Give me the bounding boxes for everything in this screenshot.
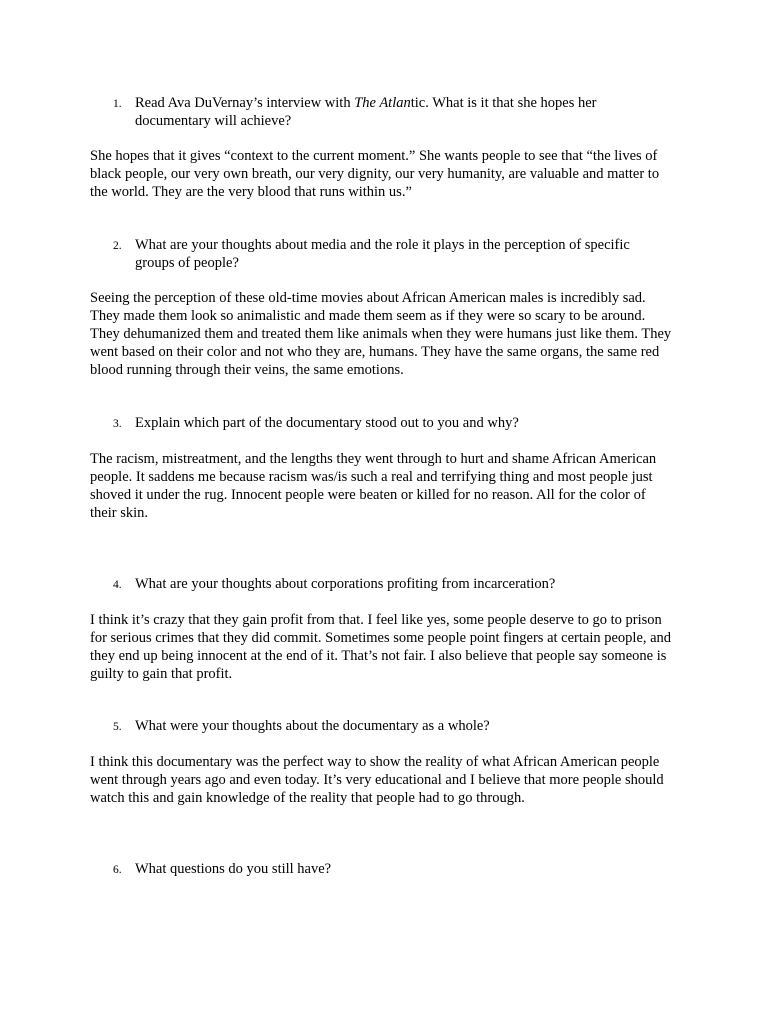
- answer-1: She hopes that it gives “context to the current moment.” She wants people to see that “the lives of black people, our very own breath, our very dignity, our very humanity, are valuable and matter to the world. They are the very blood that runs within us.”: [90, 148, 660, 200]
- question-number: 1.: [113, 98, 122, 110]
- answer-3: The racism, mistreatment, and the lengths they went through to hurt and shame African American people. It saddens me because racism was/is such a real and terrifying thing and most people just shoved it under the rug. Innocent people were beaten or killed for no reason. All for the color of their skin.: [90, 451, 657, 521]
- question-number: 4.: [113, 579, 122, 591]
- question-number: 5.: [113, 721, 122, 733]
- answer-5: I think this documentary was the perfect way to show the reality of what African American people went through years ago and even today. It’s very educational and I believe that more people should watch this and gain knowledge of the reality that people had to go through.: [90, 754, 664, 806]
- answer-4: I think it’s crazy that they gain profit from that. I feel like yes, some people deserve to go to prison for serious crimes that they did commit. Sometimes some people point fingers at certain people, and they end up being innocent at the end of it. That’s not fair. I also believe that people say someone is guilty to gain that profit.: [90, 612, 672, 682]
- question-text: What questions do you still have?: [135, 861, 332, 877]
- answer-2: Seeing the perception of these old-time movies about African American males is incredibly sad. They made them look so animalistic and made them seem as if they were so scary to be around. They dehumanized them and treated them like animals when they were humans just like them. They went based on their color and not who they are, humans. They have the same organs, the same red blood running through their veins, the same emotions.: [90, 290, 672, 378]
- question-text: What are your thoughts about media and the role it plays in the perception of specific groups of people?: [135, 237, 630, 271]
- question-number: 3.: [113, 418, 122, 430]
- question-text-part: tic. What is it that she hopes her documentary will achieve?: [135, 95, 597, 129]
- question-number: 6.: [113, 864, 122, 876]
- question-text: What are your thoughts about corporations profiting from incarceration?: [135, 576, 556, 592]
- question-text: [135, 94, 655, 130]
- question-number: 2.: [113, 240, 122, 252]
- question-text-part: Read Ava DuVernay’s interview with: [135, 95, 355, 111]
- question-text: Explain which part of the documentary stood out to you and why?: [135, 415, 519, 431]
- question-text: What were your thoughts about the documentary as a whole?: [135, 718, 490, 734]
- publication-title: The Atlan: [354, 95, 411, 111]
